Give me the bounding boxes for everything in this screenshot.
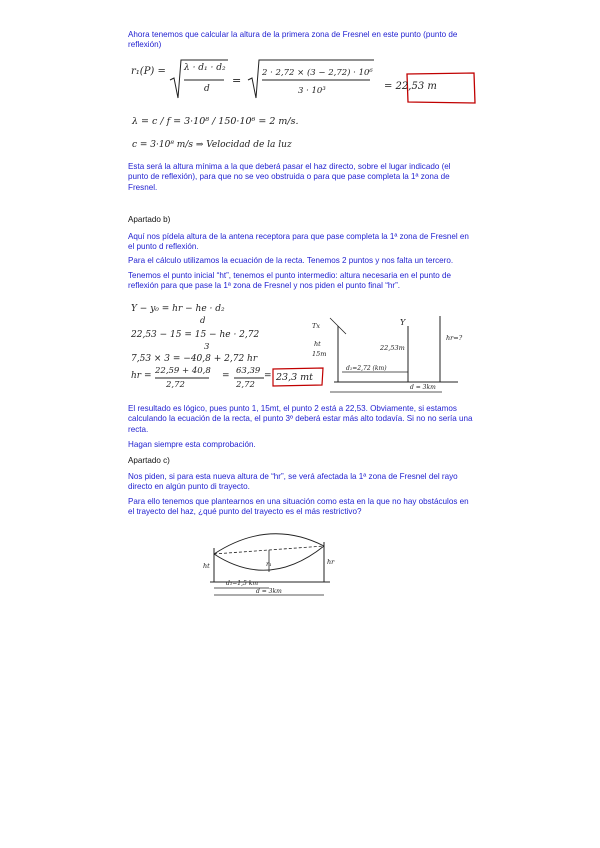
eq-4-eq: = [222, 371, 230, 381]
eq-4-num: 22,59 + 40,8 [155, 366, 211, 376]
formula-den-2: 3 · 10³ [298, 86, 326, 96]
formula-den-1: d [204, 84, 210, 94]
formula-lhs: r₁(P) = [131, 66, 166, 77]
diag-d-label: d = 3km [410, 384, 436, 391]
formula-lambda: λ = c / f = 3·10⁸ / 150·10⁶ = 2 m/s. [132, 116, 299, 127]
formula-num-1: λ · d₁ · d₂ [184, 63, 226, 73]
paragraph-after-formula: Esta será la altura mínima a la que deberá pasar el haz directo, sobre el lugar indicado (el punto de reflexión), para que no se veo obstruida o para que pase completa la 1ª zona de Fresnel. [128, 162, 451, 192]
eq-3: 7,53 × 3 = −40,8 + 2,72 hr [131, 354, 258, 364]
eq-4-eq-2: = [264, 371, 272, 381]
eq-4-result: 23,3 mt [276, 372, 313, 383]
fresnel-ht-label: ht [203, 562, 210, 570]
eq-1: Y − y₀ = hr − he · d₂ [131, 304, 225, 314]
eq-2: 22,53 − 15 = 15 − he · 2,72 [131, 330, 260, 340]
paragraph-b-3: Tenemos el punto inicial “ht”, tenemos el punto intermedio: altura necesaria en el punto de reflexión para que pase la 1ª zona de Fresnel y nos piden el punto final “hr”. [128, 271, 452, 291]
paragraph-b-1: Aquí nos pídela altura de la antena receptora para que pase completa la 1ª zona de Fresnel en el punto d reflexión. [128, 232, 469, 252]
diag-d1-label: d₁=2,72 (km) [346, 365, 387, 372]
diag-mid-value: 22,53m [380, 344, 405, 352]
eq-2-den: 3 [204, 342, 210, 352]
formula-num-2: 2 · 2,72 × (3 − 2,72) · 10⁶ [262, 68, 373, 78]
paragraph-intro: Ahora tenemos que calcular la altura de la primera zona de Fresnel en este punto (punto de reflexión) [128, 30, 458, 50]
paragraph-c-2: Para ello tenemos que plantearnos en una situación como esta en la que no hay obstáculos en el trayecto del haz, ¿qué punto del trayecto es el más restrictivo? [128, 497, 469, 517]
fresnel-d-label: d = 3km [256, 588, 282, 595]
geometry-sketch-icon [308, 308, 478, 400]
diag-ht-value: 15m [312, 350, 327, 358]
heading-apartado-b: Apartado b) [128, 215, 171, 224]
paragraph-c-1: Nos piden, si para esta nueva altura de “hr”, se verá afectada la 1ª zona de Fresnel del rayo directo en algún punto di trayecto. [128, 472, 458, 492]
eq-4-den: 2,72 [166, 380, 185, 390]
formula-eq: = [232, 74, 242, 87]
heading-apartado-c: Apartado c) [128, 456, 170, 465]
eq-4-lhs: hr = [131, 371, 152, 381]
diag-hr-label: hr=? [446, 334, 463, 342]
formula-result: = 22,53 m [384, 81, 437, 92]
eq-4-mid-num: 63,39 [236, 366, 261, 376]
paragraph-b-2: Para el cálculo utilizamos la ecuación de la recta. Tenemos 2 puntos y nos falta un tercero. [128, 256, 454, 265]
eq-4-mid-den: 2,72 [236, 380, 255, 390]
fresnel-hr-label: hr [327, 558, 335, 566]
fresnel-d1-label: d₁=1,5 km [226, 580, 259, 587]
paragraph-b-5: Hagan siempre esta comprobación. [128, 440, 256, 449]
diag-y-label: Y [400, 318, 406, 327]
paragraph-b-4: El resultado es lógico, pues punto 1, 15mt, el punto 2 está a 22,53. Obviamente, si estamos calculando la ecuación de la recta, el punto 3º deberá estar más alto todavía. Si no no sería una recta. [128, 404, 473, 434]
fresnel-r1-label: r₁ [266, 560, 272, 568]
formula-c: c = 3·10⁸ m/s ⇒ Velocidad de la luz [132, 140, 292, 150]
eq-1-den: d [200, 316, 206, 326]
diag-ht-label: ht [314, 340, 321, 348]
diag-tx-label: Tx [312, 322, 321, 330]
